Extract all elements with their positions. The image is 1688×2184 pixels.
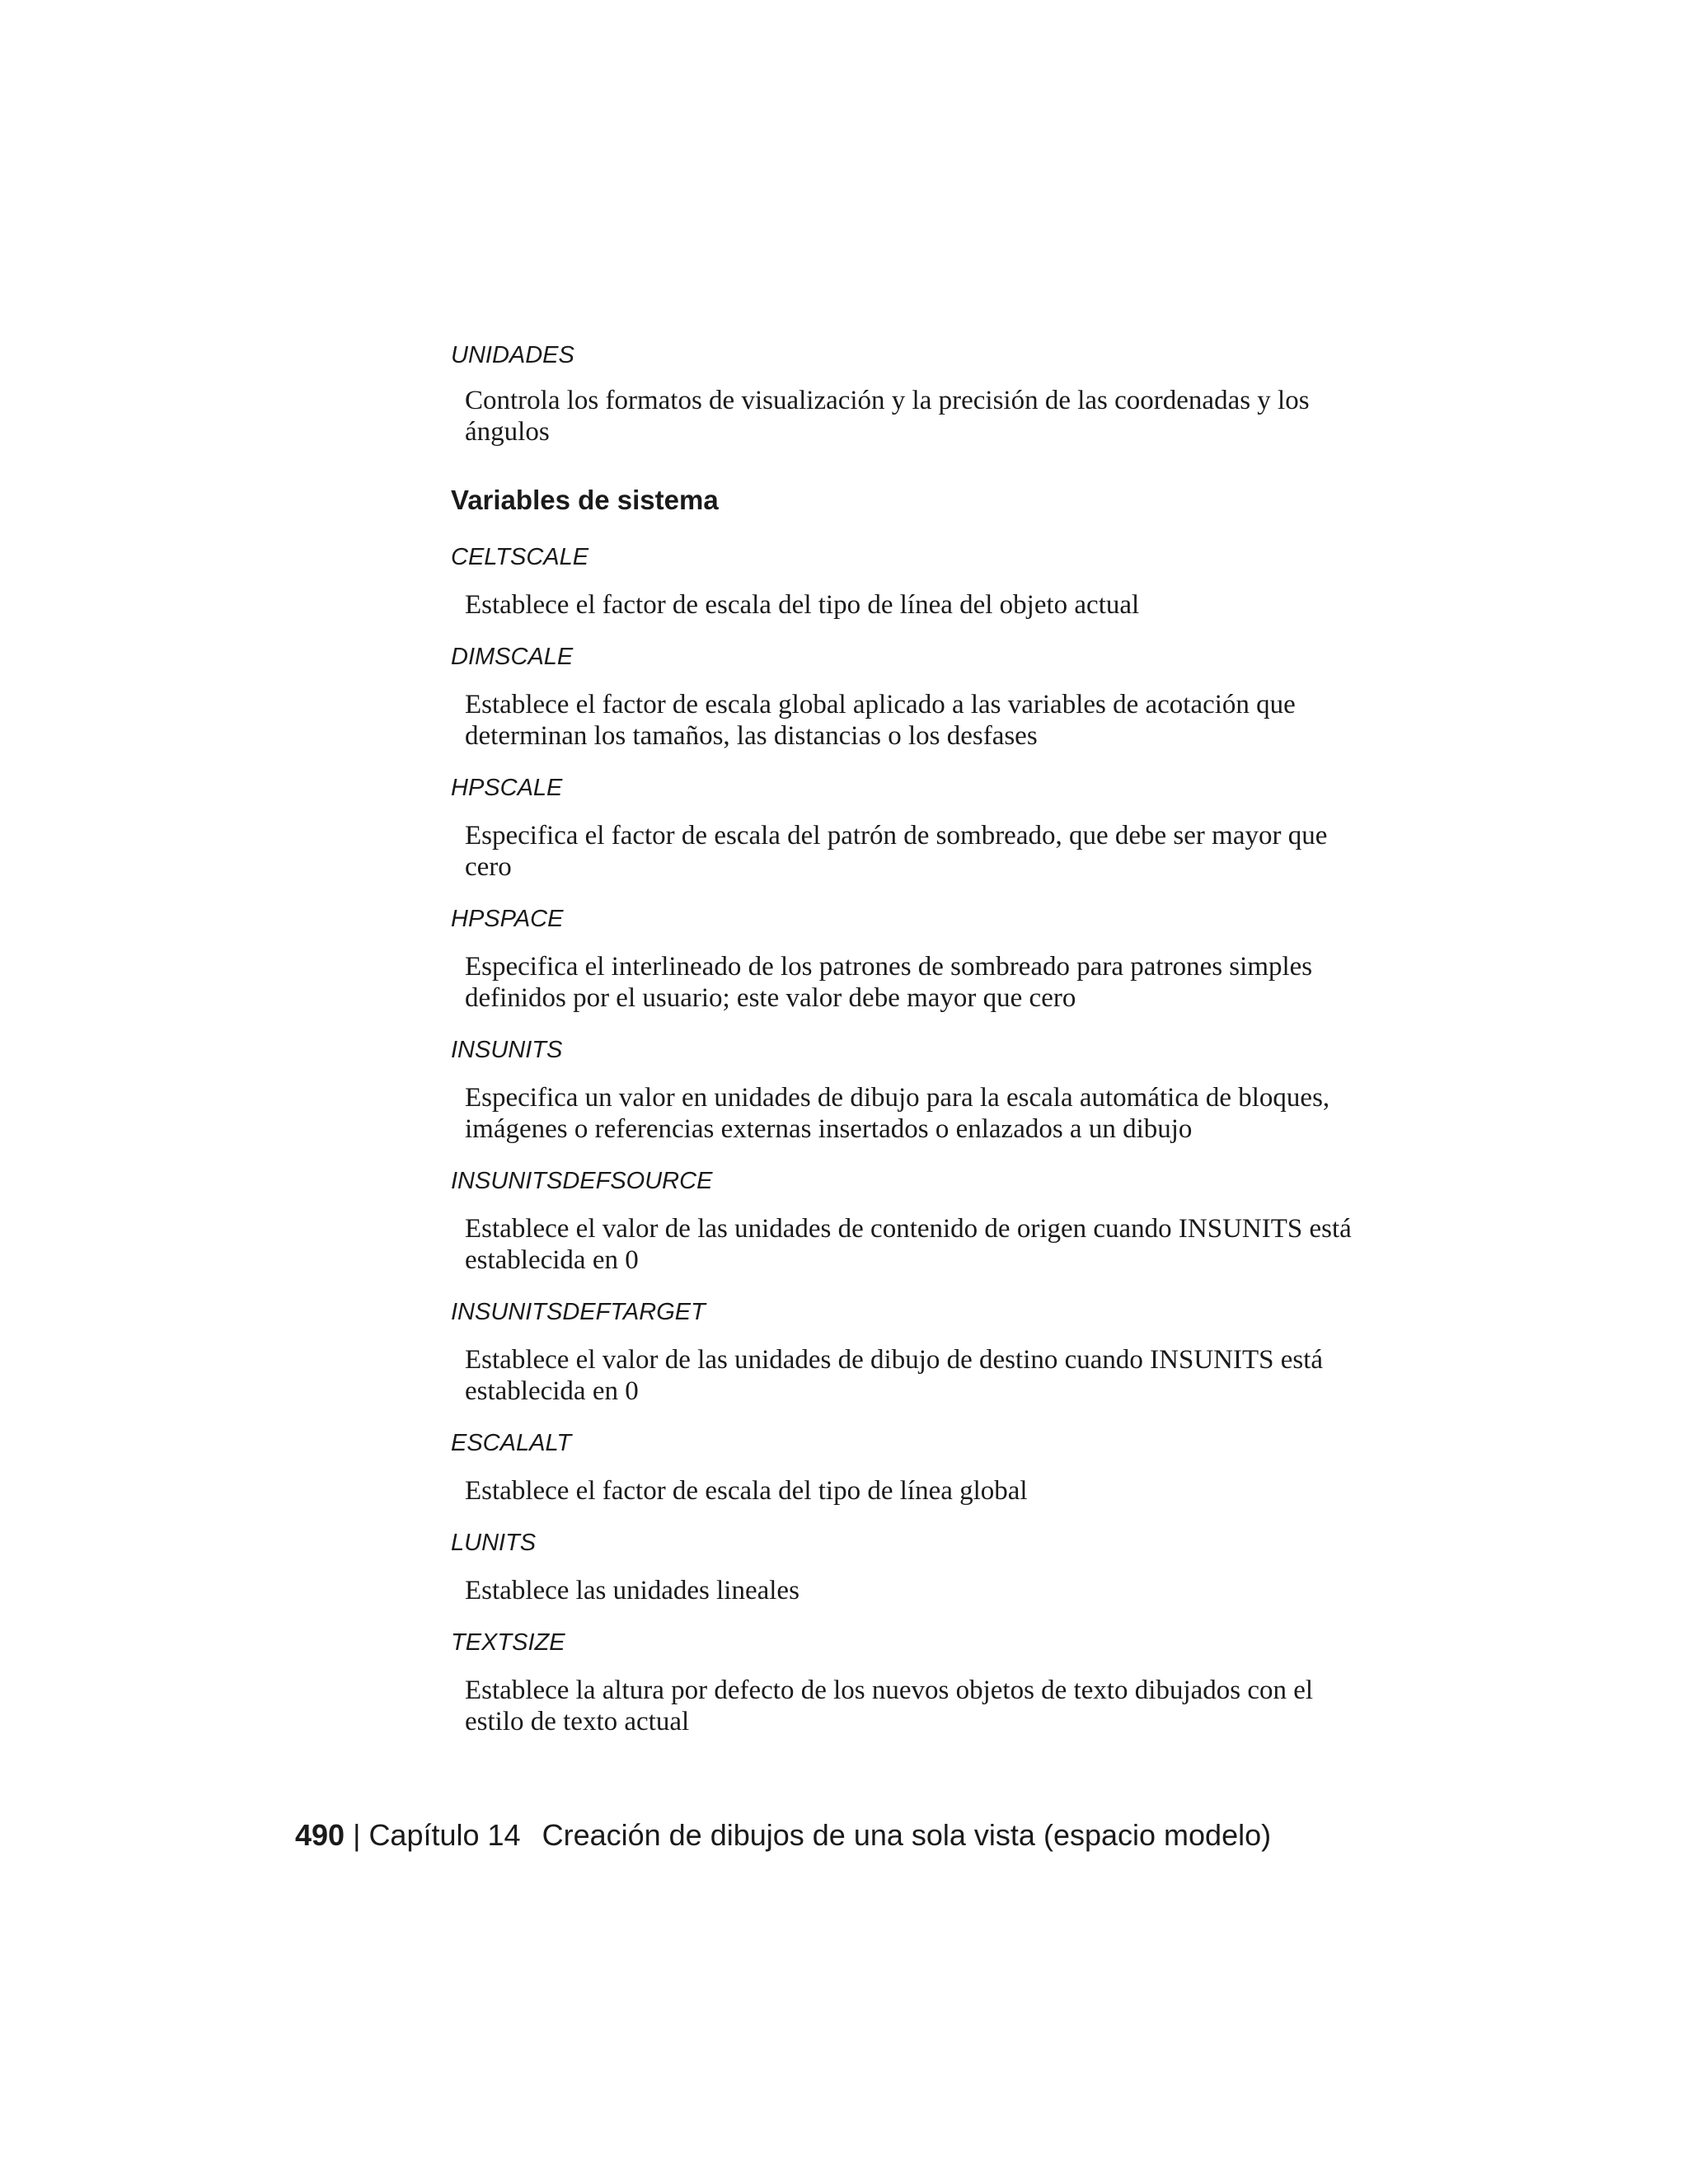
page-content [451,340,1357,1737]
entry-escalalt [451,1427,1357,1507]
entry-title: HPSCALE [451,775,563,801]
entry-title: CELTSCALE [451,544,589,570]
entry-insunits [451,1034,1357,1145]
entry-dimscale [451,641,1357,752]
entry-lunits [451,1527,1357,1606]
entry-description: Establece el factor de escala del tipo de línea global [465,1476,1028,1506]
entry-description: Establece el factor de escala global aplicado a las variables de acotación que determinan los tamaños, las distancias o los desfases [465,690,1296,751]
entry-title: INSUNITSDEFSOURCE [451,1168,713,1194]
entry-description: Establece la altura por defecto de los nuevos objetos de texto dibujados con el estilo de texto actual [465,1675,1314,1736]
entry-title: ESCALALT [451,1430,572,1456]
entry-title: HPSPACE [451,906,564,932]
intro-entry-title: UNIDADES [451,342,574,368]
entry-description: Establece el valor de las unidades de contenido de origen cuando INSUNITS está establecida en 0 [465,1214,1352,1275]
entry-description: Especifica el factor de escala del patrón de sombreado, que debe ser mayor que cero [465,821,1328,882]
entry-description: Especifica un valor en unidades de dibujo para la escala automática de bloques, imágenes o referencias externas insertados o enlazados a un dibujo [465,1083,1330,1144]
page-number: 490 [295,1818,345,1852]
entry-title: LUNITS [451,1530,537,1556]
entry-list [451,541,1357,1737]
entry-title: INSUNITS [451,1037,563,1063]
entry-description: Establece el valor de las unidades de dibujo de destino cuando INSUNITS está establecida en 0 [465,1345,1324,1406]
chapter-label: Capítulo 14 [368,1818,521,1852]
entry-insunitsdefsource [451,1165,1357,1276]
entry-hpspace [451,903,1357,1014]
page-footer [295,1817,1271,1854]
entry-title: DIMSCALE [451,644,574,670]
entry-title: INSUNITSDEFTARGET [451,1299,706,1325]
entry-description: Establece las unidades lineales [465,1576,799,1605]
section-heading: Variables de sistema [451,485,719,515]
entry-hpscale [451,772,1357,883]
entry-description: Especifica el interlineado de los patrones de sombreado para patrones simples definidos por el usuario; este valor debe mayor que cero [465,952,1313,1013]
entry-celtscale [451,541,1357,621]
entry-insunitsdeftarget [451,1296,1357,1407]
entry-description: Establece el factor de escala del tipo de línea del objeto actual [465,590,1140,620]
entry-title: TEXTSIZE [451,1629,565,1656]
intro-entry-description: Controla los formatos de visualización y la precisión de las coordenadas y los ángulos [465,386,1310,447]
entry-textsize [451,1627,1357,1737]
footer-separator: | [353,1818,361,1852]
chapter-title: Creación de dibujos de una sola vista (espacio modelo) [542,1818,1272,1852]
